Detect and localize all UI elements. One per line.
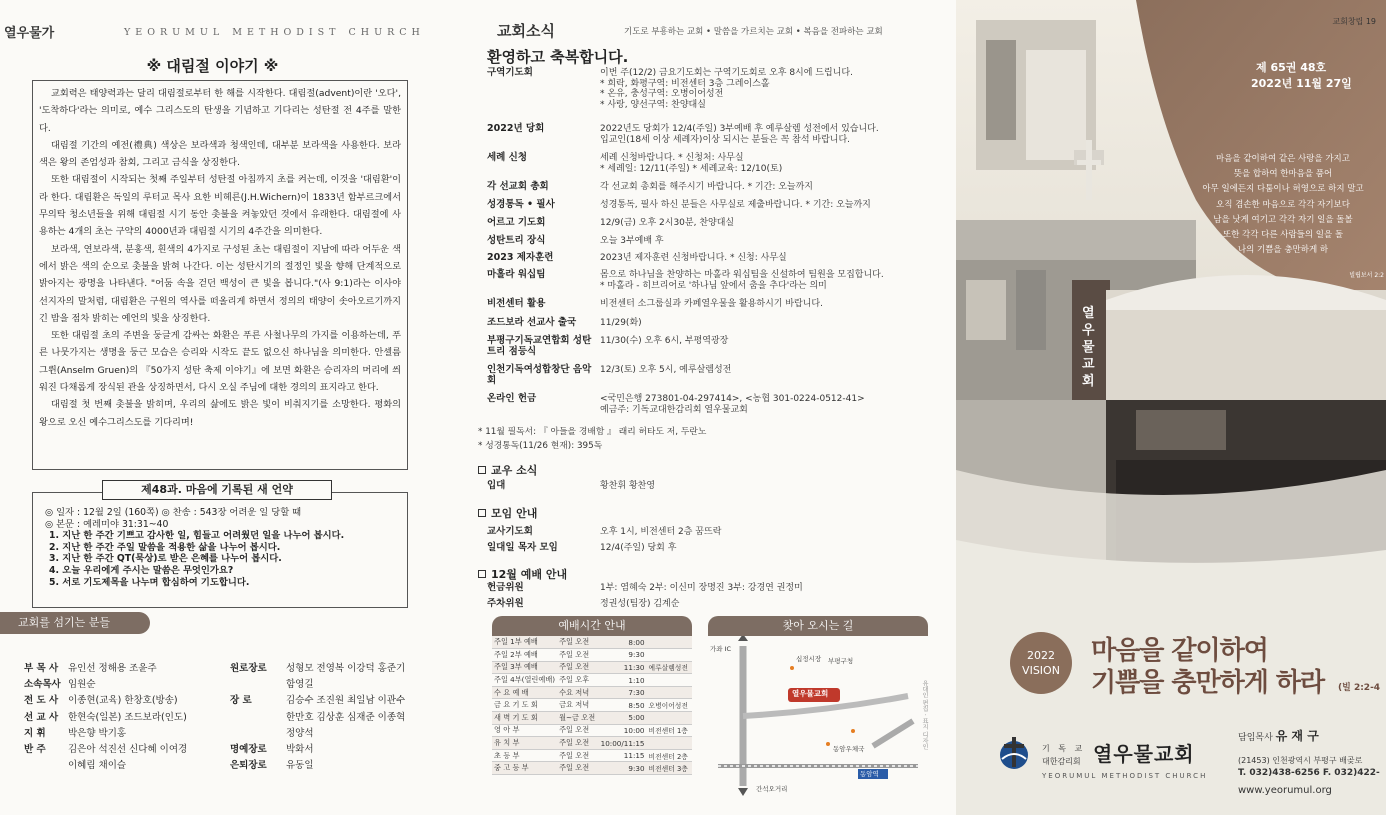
worship-cell: 주일 2부 예배: [492, 649, 557, 662]
staff-row: [24, 677, 187, 693]
worship-cell: 예루살렘성전: [647, 661, 692, 674]
announcement-key: 어르고 기도회: [487, 217, 546, 228]
square-icon: [478, 466, 486, 474]
poem-line: 나의 기쁨을 충만하게 하: [1237, 245, 1329, 256]
staff-names: 정양석: [286, 727, 314, 739]
senior-pastor: [1238, 727, 1319, 744]
worship-cell: 주일 오전: [557, 649, 599, 662]
worship-info-value: 정권성(팀장) 김계순: [600, 599, 680, 609]
advent-title: ※ 대림절 이야기 ※: [146, 57, 279, 75]
worship-cell: 주일 1부 예배: [492, 636, 557, 649]
announcement-value: 비전센터 소그룹실과 카페열우물을 활용하시기 바랍니다.: [600, 299, 823, 309]
advent-article: [32, 80, 408, 470]
announcement-key: 2022년 당회: [487, 123, 545, 134]
poem-line: 오직 겸손한 마음으로 각각 자기보다: [1216, 199, 1350, 210]
advent-paragraph: 또한 대림절 초의 주변을 둥글게 감싸는 화환은 푸른 사철나무의 가지를 이용하는데, 푸른 나뭇가지는 생명을 둥근 모습은 승리와 시작도 끝도 없으신 하나님을 의미한다. 안셀름 그륀(Anselm Gruen)의 『50가지 성탄 축제 이야기』에 보면 화환은 승리자의 머리에 씌워진 다채롭게 장식된 관을 상징하면서, 다시 오실 주님에 대한 경의의 표지라고 한다.: [39, 330, 401, 394]
staff-row: [230, 693, 405, 709]
worship-cell: 비전센터 1층: [647, 724, 692, 737]
section-label: 모임 안내: [491, 507, 538, 520]
poem-line: 또한 각각 다른 사람들의 일을 돌: [1222, 230, 1344, 241]
address: (21453) 인천광역시 부평구 배곶로: [1238, 756, 1363, 765]
announcement-value: 각 선교회 총회를 해주시기 바랍니다. * 기간: 오늘까지: [600, 182, 813, 192]
staff-list-right: [230, 661, 405, 774]
staff-names: 한현숙(일본) 조드보라(인도): [68, 711, 187, 723]
announcement-key: 성탄트리 장식: [487, 235, 546, 246]
worship-row: [492, 674, 692, 687]
worship-row: [492, 724, 692, 737]
map-label: 간석오거리: [756, 785, 788, 793]
announcement-value: 성경통독, 필사 하신 분들은 사무실로 제출바랍니다. * 기간: 오늘까지: [600, 200, 871, 210]
staff-names: 박은향 박기홍: [68, 727, 127, 739]
worship-cell: 10:00: [599, 724, 647, 737]
vision-label: VISION: [1022, 664, 1060, 677]
staff-row: [24, 710, 187, 726]
worship-cell: 주일 오전: [557, 724, 599, 737]
news-title: 교회소식: [497, 22, 555, 40]
announcement-line: 세례 신청바랍니다. * 신청처: 사무실: [600, 153, 744, 163]
worship-cell: 비전센터 3층: [647, 762, 692, 775]
announcement-line: 입교인(18세 이상 세례자)이상 되시는 분들은 꼭 참석 바랍니다.: [600, 134, 851, 145]
website-link[interactable]: www.yeorumul.org: [1238, 785, 1332, 796]
left-panel: [0, 0, 425, 815]
staff-role: 전 도 사: [24, 695, 59, 707]
poem-source: 빌립보서 2:2: [1349, 272, 1384, 279]
staff-names: 김은아 석진선 신다혜 이여경: [68, 744, 188, 756]
square-icon: [478, 570, 486, 578]
announcement-key: 구역기도회: [487, 67, 533, 78]
announcement-key: 2023 제자훈련: [487, 252, 554, 263]
covenant-date-hymn: ◎ 일자 : 12월 2일 (160쪽) ◎ 찬송 : 543장 어려운 일 당할 때: [45, 507, 302, 518]
covenant-question: 3. 지난 한 주간 QT(묵상)로 받은 은혜를 나누어 봅시다.: [49, 553, 282, 565]
worship-schedule-title: 예배시간 안내: [492, 616, 692, 636]
worship-row: [492, 636, 692, 649]
advent-paragraph: 또한 대림절이 시작되는 첫째 주일부터 성탄절 아침까지 초를 켜는데, 이것을 '대림환'이라 한다. 대림환은 독일의 루터교 목사 요한 비헤른(J.H.Wichern)이 1833년 함부르크에서 무의탁 청소년들을 위해 대림절 시기 동안 촛불을 켜놓았던 것에서 유래한다. 대림절에 사용하는 4개의 초는 구약의 4000년과 대림절 시기의 4주간을 의미한다.: [39, 174, 401, 238]
announcement-value: 11/30(수) 오후 6시, 부평역광장: [600, 336, 729, 346]
announcement-key: 각 선교회 총회: [487, 181, 549, 192]
contact-info: [1238, 754, 1380, 780]
bulletin-date: 2022년 11월 27일: [1251, 77, 1352, 90]
vision-badge: [1010, 632, 1072, 694]
worship-cell: 주일 오전: [557, 661, 599, 674]
worship-cell: [647, 712, 692, 725]
section-label: 12월 예배 안내: [491, 568, 568, 581]
worship-cell: 수요 저녁: [557, 686, 599, 699]
staff-role: 부 목 사: [24, 663, 59, 674]
worship-info-value: 1부: 염혜숙 2부: 이신미 장명진 3부: 강경연 권정미: [600, 583, 803, 593]
worship-cell: 주일 오전: [557, 762, 599, 775]
logo-denomination-2: 대한감리회: [1042, 757, 1081, 766]
worship-cell: 오병이어성전: [647, 699, 692, 712]
worship-row: [492, 699, 692, 712]
square-icon: [478, 509, 486, 517]
announcement-line: 예금주: 기독교대한감리회 열우물교회: [600, 404, 748, 415]
covenant-box: [32, 492, 408, 608]
worship-cell: 11:30: [599, 661, 647, 674]
worship-cell: [647, 674, 692, 687]
phone-fax: T. 032)438-6256 F. 032)422-: [1238, 768, 1380, 778]
announcement-key: 온라인 헌금: [487, 393, 537, 404]
covenant-question: 5. 서로 기도제목을 나누며 합심하여 기도합니다.: [49, 576, 250, 588]
section-label: 교우 소식: [491, 464, 538, 477]
logo-church-name: 열우물교회: [1093, 742, 1195, 766]
meeting-value: 12/4(주일) 당회 후: [600, 543, 677, 553]
meeting-value: 오후 1시, 비전센터 2층 꿈뜨락: [600, 527, 722, 537]
church-logo-icon: [996, 735, 1032, 771]
staff-names: 유동일: [286, 760, 314, 772]
welcome-heading: 환영하고 축복합니다.: [487, 48, 629, 66]
staff-row: [230, 677, 405, 693]
map-label: 부평구청: [828, 657, 854, 665]
covenant-text: ◎ 본문 : 예레미야 31:31~40: [45, 518, 169, 530]
staff-names: 함영길: [286, 679, 314, 691]
worship-row: [492, 712, 692, 725]
logo-english-name: YEORUMUL METHODIST CHURCH: [1042, 772, 1208, 780]
pastor-name: 유 재 구: [1275, 729, 1319, 743]
advent-paragraph: 교회력은 태양력과는 달리 대림절로부터 한 해를 시작한다. 대림절(advent)이란 '오다', '도착하다'라는 의미로, 예수 그리스도의 탄생을 기념하고 기다리는 성탄절 전 4주를 말한다.: [39, 88, 401, 134]
announcement-line: 이번 주(12/2) 금요기도회는 구역기도회로 오후 8시에 드립니다.: [600, 68, 853, 78]
announcement-value: [600, 68, 940, 110]
staff-role: 지 휘: [24, 727, 46, 739]
staff-role: 장 로: [230, 695, 252, 707]
worship-cell: 새 벽 기 도 회: [492, 712, 557, 725]
staff-row: [24, 758, 187, 774]
staff-row: [24, 661, 187, 677]
announcement-key: 성경통독 • 필사: [487, 199, 555, 210]
staff-role: 원로장로: [230, 663, 267, 674]
worship-cell: 10:00/11:15: [600, 738, 645, 748]
announcement-line: * 마홀라 - 히브리어로 '하나님 앞에서 춤을 추다'라는 의미: [600, 280, 827, 291]
announcement-line: * 희락, 화평구역: 비전센터 3층 그레이스홀: [600, 78, 770, 89]
staff-names: 임원순: [68, 679, 96, 691]
staff-row: [230, 726, 405, 742]
announcement-key: 조드보라 선교사 출국: [487, 317, 577, 328]
vision-reference: (빌 2:2-4: [1338, 683, 1381, 693]
logo-denomination: 기 독 교: [1042, 744, 1086, 753]
vision-line-1: 마음을 같이하여: [1091, 636, 1268, 666]
staff-names: 박화서: [286, 744, 314, 756]
worship-info-key: 주차위원: [487, 598, 524, 609]
map-label: 동암우체국: [833, 745, 865, 753]
worship-cell: 주일 오전: [557, 737, 599, 750]
announcement-value: 12/9(금) 오후 2시30분, 찬양대실: [600, 218, 735, 228]
worship-cell: 중 고 등 부: [492, 762, 557, 775]
covenant-question: 4. 오늘 우리에게 주시는 말씀은 무엇인가요?: [49, 564, 234, 576]
worship-cell: 유 치 부: [492, 737, 557, 750]
worship-row: [492, 686, 692, 699]
staff-names: 한만호 김상훈 심재준 이종혁: [286, 711, 406, 723]
meeting-key: 교사기도회: [487, 526, 533, 537]
staff-role: 명예장로: [230, 744, 267, 756]
section-meetings: [478, 505, 537, 521]
announcement-value: 오늘 3부예배 후: [600, 236, 664, 246]
worship-cell: 주일 3부 예배: [492, 661, 557, 674]
reading-note: * 11월 필독서: 『 아들을 경배함 』 래리 허타도 저, 두란노: [478, 427, 707, 437]
poem-line: 뜻을 합하여 한마음을 품어: [1233, 169, 1333, 180]
poem-line: 마음을 같이하여 같은 사랑을 가지고: [1216, 154, 1350, 164]
announcement-line: * 사랑, 양선구역: 찬양대실: [600, 99, 706, 110]
staff-row: [230, 661, 405, 677]
poem-line: 아무 일에든지 다툼이나 허영으로 하지 말고: [1202, 184, 1364, 195]
worship-cell: 8:00: [599, 636, 647, 649]
staff-row: [230, 758, 405, 774]
announcement-value: 2023년 제자훈련 신청바랍니다. * 신청: 사무실: [600, 253, 787, 263]
worship-cell: 비전센터 2층: [647, 749, 692, 762]
worship-cell: 주일 오전: [557, 636, 599, 649]
worship-schedule: [492, 616, 692, 775]
pastor-label: 담임목사: [1238, 733, 1273, 743]
announcement-line: <국민은행 273801-04-297414>, <농협 301-0224-0512-41>: [600, 394, 865, 404]
worship-row: [492, 762, 692, 775]
meeting-key: 일대일 목자 모임: [487, 542, 558, 553]
church-english-name: YEORUMUL METHODIST CHURCH: [124, 27, 425, 38]
announcement-value: 11/29(화): [600, 318, 642, 328]
worship-row: [492, 737, 692, 750]
staff-names: 이종현(교육) 한창호(방송): [68, 695, 178, 707]
worship-cell: [647, 737, 692, 750]
covenant-question: 2. 지난 한 주간 주일 말씀을 적용한 삶을 나누어 봅시다.: [49, 541, 281, 553]
worship-cell: 1:10: [599, 674, 647, 687]
map-label: 십정시장: [796, 655, 822, 663]
vision-year: 2022: [1027, 649, 1055, 662]
vision-line-2: 기쁨을 충만하게 하라: [1091, 668, 1325, 698]
worship-cell: 금요 저녁: [557, 699, 599, 712]
announcement-value: 12/3(토) 오후 5시, 예루살렘성전: [600, 365, 732, 375]
worship-cell: [647, 649, 692, 662]
poem-line: 남을 낫게 여기고 각각 자기 일을 돌볼: [1213, 214, 1353, 225]
staff-names: 이혜림 채이슬: [68, 760, 127, 772]
worship-cell: 7:30: [599, 686, 647, 699]
worship-cell: 영 아 부: [492, 724, 557, 737]
advent-paragraph: 대림절 기간의 예전(禮典) 색상은 보라색과 청색인데, 대부분 보라색을 사용한다. 보라색은 왕의 존엄성과 참회, 그리고 금식을 상징한다.: [39, 139, 401, 169]
member-key: 입대: [487, 480, 506, 491]
announcement-line: * 온유, 충성구역: 오병이어성전: [600, 89, 724, 99]
staff-row: [230, 710, 405, 726]
worship-cell: [647, 636, 692, 649]
map-title: 찾아 오시는 길: [708, 616, 928, 636]
worship-schedule-table: [492, 636, 692, 775]
worship-cell: [647, 686, 692, 699]
announcement-key: 마홀라 워십팀: [487, 269, 546, 280]
section-title: 열우물가: [4, 26, 55, 41]
announcement-key: 세례 신청: [487, 152, 528, 163]
staff-role: 반 주: [24, 744, 46, 756]
map-label-church: 열우물교회: [792, 689, 829, 698]
member-value: 황찬휘 황찬영: [600, 481, 656, 491]
worship-row: [492, 661, 692, 674]
cover-panel: [956, 0, 1386, 815]
covenant-question: 1. 지난 한 주간 기쁘고 감사한 일, 힘들고 어려웠던 일을 나누어 봅시다.: [49, 530, 345, 542]
worship-cell: 8:50: [599, 699, 647, 712]
announcement-value: [600, 394, 940, 415]
worship-row: [492, 649, 692, 662]
announcement-value: [600, 153, 940, 174]
map-label: 가좌 IC: [710, 645, 732, 653]
staff-list-left: [24, 661, 187, 774]
staff-row: [230, 742, 405, 758]
announcement-key: 인천기독여성합창단 음악회: [487, 364, 592, 386]
staff-row: [24, 742, 187, 758]
staff-role: 은퇴장로: [230, 760, 267, 772]
worship-cell: 9:30: [599, 762, 647, 775]
announcement-line: 2022년도 당회가 12/4(주일) 3부예배 후 예루살렘 성전에서 있습니다.: [600, 124, 879, 134]
staff-role: 선 교 사: [24, 711, 59, 723]
worship-cell: 주일 4부(열린예배): [492, 674, 557, 687]
worship-info-key: 헌금위원: [487, 582, 524, 593]
side-credit: 유대인 편집 · 표지 디자인: [921, 680, 928, 750]
announcement-line: 몸으로 하나님을 찬양하는 마홀라 워십팀을 신설하여 팀원을 모집합니다.: [600, 270, 884, 280]
worship-cell: 5:00: [599, 712, 647, 725]
scripture-poem: [1178, 152, 1386, 258]
announcement-line: * 세례일: 12/11(주일) * 세례교육: 12/10(토): [600, 163, 783, 174]
advent-paragraph: 대림절 첫 번째 촛불을 밝히며, 우리의 삶에도 밝은 빛이 비춰지기를 소망한다. 평화의 왕으로 오신 예수그리스도를 기다리며!: [39, 399, 401, 428]
announcement-value: [600, 270, 940, 291]
worship-cell: 주일 오전: [557, 749, 599, 762]
middle-panel: [470, 0, 950, 815]
worship-cell: 월~금 오전: [557, 712, 599, 725]
staff-role: 소속목사: [24, 679, 61, 691]
news-subtitle: 기도로 부흥하는 교회 • 말씀을 가르치는 교회 • 복음을 전파하는 교회: [624, 27, 883, 37]
worship-cell: 주일 오후: [557, 674, 599, 687]
map-label: 동암역: [860, 770, 879, 778]
staff-row: [24, 693, 187, 709]
announcement-key: 비전센터 활용: [487, 298, 546, 309]
worship-cell: 초 등 부: [492, 749, 557, 762]
staff-names: 유인선 정해용 조윤주: [68, 663, 157, 674]
worship-row: [492, 749, 692, 762]
worship-cell: 금 요 기 도 회: [492, 699, 557, 712]
tower-sign: 열우물교회: [1082, 306, 1095, 389]
staff-names: 김승수 조진원 최일남 이관수: [286, 695, 406, 707]
volume-number: 제 65권 48호: [1256, 61, 1327, 74]
section-worship: [478, 566, 567, 582]
announcement-value: [600, 124, 940, 145]
advent-paragraph: 보라색, 연보라색, 분홍색, 흰색의 4가지로 구성된 초는 대림절이 지남에 따라 어두운 색에서 밝은 색의 순으로 촛불을 밝혀 나간다. 이는 성탄시기의 절정인 빛을 향해 단계적으로 밝아지는 광명을 나타낸다. "어둠 속을 걷던 백성이 큰 빛을 봅니다."(사 9:1)라는 이사야 선지자의 말처럼, 대림환은 구원의 역사를 떠올리게 하면서 정의의 태양이 솟아오르기까지 긴 밤을 점차 밝히는 예언의 빛을 상징한다.: [39, 243, 401, 324]
worship-cell: 수 요 예 배: [492, 686, 557, 699]
worship-cell: 9:30: [599, 649, 647, 662]
staff-names: 성형모 전영복 이강덕 홍준기: [286, 663, 406, 674]
serve-title: 교회를 섬기는 분들: [0, 612, 150, 634]
covenant-title: 제48과. 마음에 기록된 새 언약: [102, 480, 332, 500]
since-text: 교회창립 19: [1332, 17, 1376, 26]
reading-note: * 성경통독(11/26 현재): 395독: [478, 441, 603, 451]
worship-cell: 11:15: [599, 749, 647, 762]
directions-map: [708, 616, 928, 801]
announcement-key: 부평구기독교연합회 성탄트리 점등식: [487, 335, 592, 357]
staff-row: [24, 726, 187, 742]
section-members: [478, 462, 537, 478]
